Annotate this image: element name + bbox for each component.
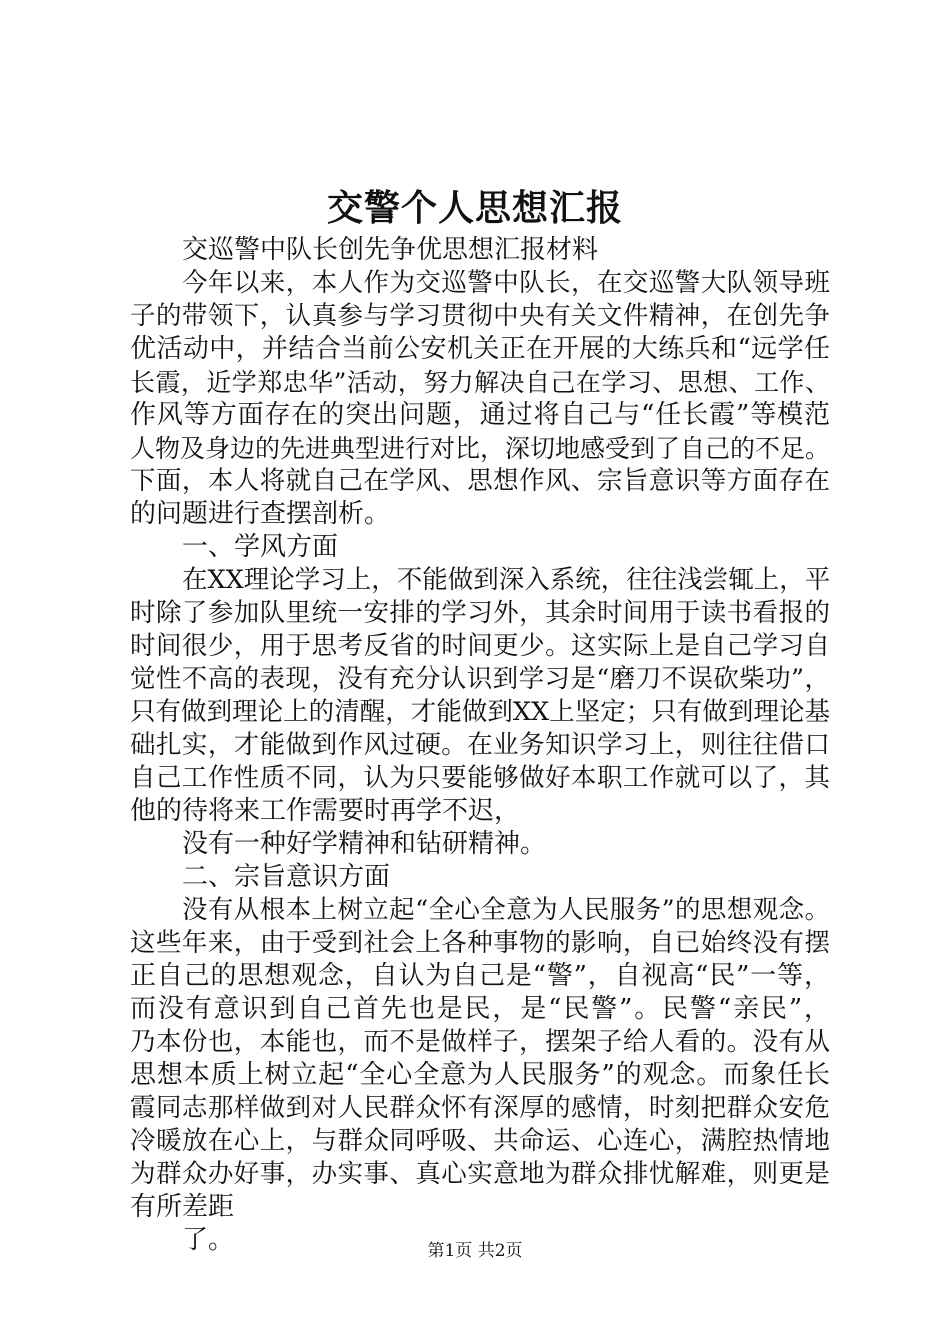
text-line: 而没有意识到自己首先也是民，是“民警”。民警“亲民”， <box>130 994 830 1024</box>
document-body <box>130 234 830 1257</box>
text-line: 有所差距 <box>130 1192 235 1222</box>
text-line: 子的带领下，认真参与学习贯彻中央有关文件精神，在创先争 <box>130 301 830 331</box>
text-line: 霞同志那样做到对人民群众怀有深厚的感情，时刻把群众安危 <box>130 1093 830 1123</box>
text-line: 下面，本人将就自己在学风、思想作风、宗旨意识等方面存在 <box>130 466 830 496</box>
text-line: 正自己的思想观念，自认为自己是“警”，自视高“民”一等， <box>130 961 830 991</box>
text-line: 交巡警中队长创先争优思想汇报材料 <box>182 235 599 265</box>
document-title: 交警个人思想汇报 <box>326 187 623 229</box>
text-line: 冷暖放在心上，与群众同呼吸、共命运、心连心，满腔热情地 <box>130 1126 830 1156</box>
text-line: 自己工作性质不同，认为只要能够做好本职工作就可以了，其 <box>130 763 830 793</box>
text-line: 只有做到理论上的清醒，才能做到XX上坚定；只有做到理论基 <box>130 697 830 727</box>
text-line: 二、宗旨意识方面 <box>182 862 391 892</box>
text-line: 他的待将来工作需要时再学不迟， <box>130 796 521 826</box>
text-line: 这些年来，由于受到社会上各种事物的影响，自已始终没有摆 <box>130 928 830 958</box>
text-line: 觉性不高的表现，没有充分认识到学习是“磨刀不误砍柴功”， <box>130 664 830 694</box>
text-line: 优活动中，并结合当前公安机关正在开展的大练兵和“远学任 <box>130 334 830 364</box>
text-line: 没有从根本上树立起“全心全意为人民服务”的思想观念。 <box>182 895 830 925</box>
text-line: 思想本质上树立起“全心全意为人民服务”的观念。而象任长 <box>130 1060 830 1090</box>
text-line: 长霞，近学郑忠华”活动，努力解决自己在学习、思想、工作、 <box>130 368 830 397</box>
text-line: 了。 <box>182 1225 235 1255</box>
page-footer: 第1页 共2页 <box>427 1241 523 1261</box>
text-line: 础扎实，才能做到作风过硬。在业务知识学习上，则往往借口 <box>130 730 830 760</box>
text-line: 时除了参加队里统一安排的学习外，其余时间用于读书看报的 <box>130 598 830 628</box>
text-line: 在XX理论学习上，不能做到深入系统，往往浅尝辄上，平 <box>182 565 831 595</box>
text-line: 人物及身边的先进典型进行对比，深切地感受到了自己的不足。 <box>130 434 831 463</box>
text-line: 没有一种好学精神和钻研精神。 <box>182 829 547 859</box>
text-line: 作风等方面存在的突出问题，通过将自己与“任长霞”等模范 <box>130 400 830 430</box>
text-line: 为群众办好事，办实事、真心实意地为群众排忧解难，则更是 <box>130 1159 830 1189</box>
text-line: 今年以来，本人作为交巡警中队长，在交巡警大队领导班 <box>182 268 830 298</box>
text-line: 乃本份也，本能也，而不是做样子，摆架子给人看的。没有从 <box>130 1027 830 1057</box>
text-line: 一、学风方面 <box>182 532 339 562</box>
text-line: 的问题进行查摆剖析。 <box>130 499 391 529</box>
text-line: 时间很少，用于思考反省的时间更少。这实际上是自己学习自 <box>130 631 830 661</box>
